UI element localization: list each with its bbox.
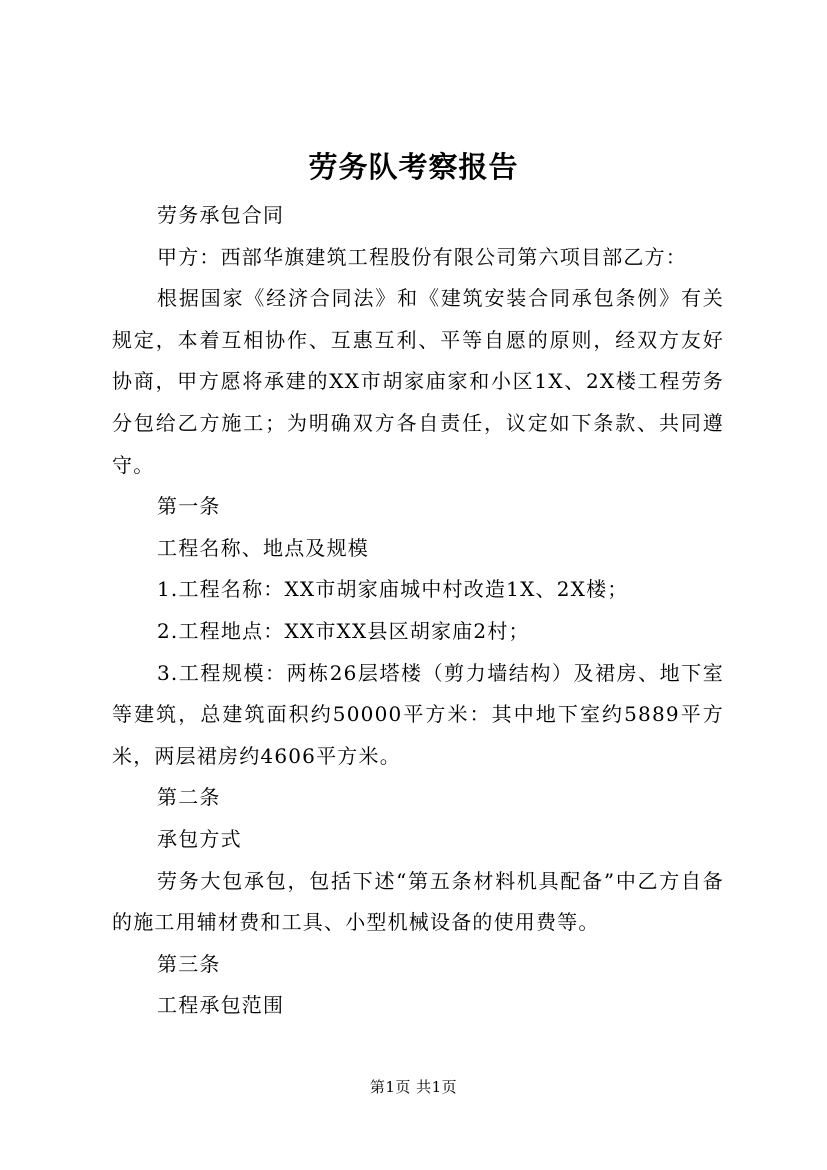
document-body [112, 195, 724, 1027]
page-title: 劳务队考察报告 [308, 150, 519, 184]
paragraph: 工程承包范围 [157, 993, 285, 1018]
paragraph: 第三条 [157, 951, 221, 976]
paragraph: 第一条 [157, 494, 221, 519]
paragraph: 劳务承包合同 [157, 203, 285, 227]
paragraph: 承包方式 [157, 826, 242, 851]
paragraph: 劳务大包承包，包括下述“第五条材料机具配备”中乙方自备的施工用辅材费和工具、小型机械设备的使用费等。 [112, 868, 724, 935]
paragraph: 1.工程名称：XX市胡家庙城中村改造1X、2X楼； [157, 577, 629, 602]
paragraph: 工程名称、地点及规模 [157, 535, 369, 560]
paragraph: 甲方：西部华旗建筑工程股份有限公司第六项目部乙方： [157, 244, 687, 269]
paragraph: 3.工程规模：两栋26层塔楼（剪力墙结构）及裙房、地下室等建筑，总建筑面积约50000平方米：其中地下室约5889平方米，两层裙房约4606平方米。 [112, 660, 724, 768]
page-footer: 第1页 共1页 [369, 1078, 458, 1096]
paragraph: 2.工程地点：XX市XX县区胡家庙2村； [157, 618, 530, 643]
paragraph: 根据国家《经济合同法》和《建筑安装合同承包条例》有关规定，本着互相协作、互惠互利、平等自愿的原则，经双方友好协商，甲方愿将承建的XX市胡家庙家和小区1X、2X楼工程劳务分包给乙方施工；为明确双方各自责任，议定如下条款、共同遵守。 [112, 286, 724, 477]
paragraph: 第二条 [157, 785, 221, 810]
